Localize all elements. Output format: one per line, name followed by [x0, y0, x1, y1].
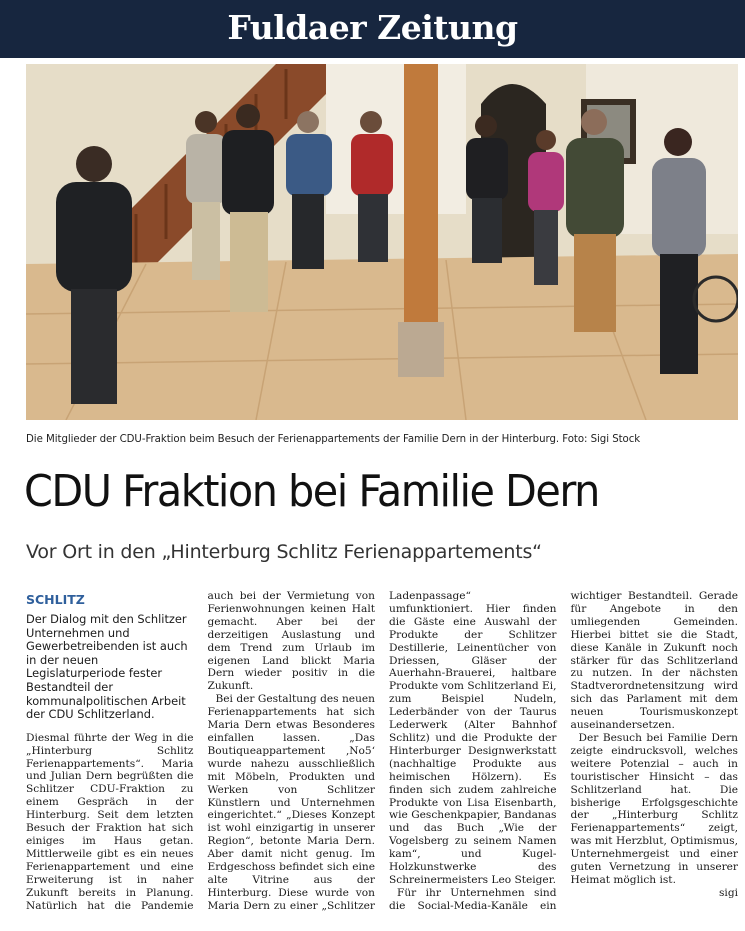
article-lead: Der Dialog mit den Schlitzer Unternehmen und Gewerbetreibenden ist auch in der neuen Legislaturperiode fester Bestandteil der kommunalpolitischen Arbeit der CDU Schlitzerland.	[26, 612, 188, 722]
photo-credit: Foto: Sigi Stock	[562, 434, 641, 445]
author-signature: sigi	[719, 886, 738, 899]
photo-illustration	[26, 64, 738, 420]
article-paragraph: Bei der Gestaltung des neuen Ferienappartements hat sich Maria Dern etwas Besonderes einfallen lassen. „Das Boutiqueappartement ‚No5‘ wurde nahezu ausschließlich mit Möbeln, Produkten und Werken von Schlitzer Künstlern und Unternehmen eingerichtet.“ „Dieses Konzept ist wohl einzigartig in unserer Region“, betonte Maria Dern. Aber damit nicht genug. Im Erdgeschoss befindet sich eine alte Vitrine aus der Hinterburg. Diese wurde von Maria Dern zu einer „Schlitzer Ladenpassage“ umfunktioniert. Hier finden die Gäste eine Auswahl der Produkte der Schlitzer Destillerie, Leinentücher von Driessen, Gläser der Auerhahn-Brauerei, haltbare Produkte vom Schlitzerland Ei, zum Beispiel Nudeln, Lederbänder von der Taurus Lederwerk (Alter Bahnhof Schlitz) und die Produkte der Hinterburger Designwerkstatt (nachhaltige Produkte aus heimischen Hölzern). Es finden sich zudem zahlreiche Produkte von Lisa Eisenbarth, wie Geschenkpapier, Bandanas und das Buch „Wie der Vogelsberg zu seinem Namen kam“, und Kugel-Holzkunstwerke des Schreinermeisters Leo Steiger.	[207, 590, 557, 912]
photo-caption	[26, 434, 738, 445]
article-paragraph: Für ihr Unternehmen sind die Social-Media-Kanäle ein wichtiger Bestandteil. Gerade für Angebote in den umliegenden Gemeinden. Hierbei bittet sie die Stadt, diese Kanäle in Zukunft noch stärker für das Schlitzerland zu nutzen. In der nächsten Stadtverordnetensitzung wird sich das Parlament mit dem neuen Tourismuskonzept auseinandersetzen.	[389, 590, 738, 912]
article-paragraph: Der Besuch bei Familie Dern zeigte eindrucksvoll, welches weitere Potenzial – auch in touristischer Hinsicht – das Schlitzerland hat. Die bisherige Erfolgsgeschichte der „Hinterburg Schlitz Ferienappartements“ zeigt, was mit Herzblut, Optimismus, Unternehmergeist und einer guten Vernetzung in unserer Heimat möglich ist.	[570, 731, 738, 886]
article-body	[26, 590, 738, 920]
masthead	[0, 0, 745, 58]
article-headline: CDU Fraktion bei Familie Dern	[24, 466, 599, 517]
article-photo	[26, 64, 738, 420]
dateline: SCHLITZ	[26, 592, 85, 607]
article-paragraph: Diesmal führte der Weg in die „Hinterburg Schlitz Ferienappartements“. Maria und Julian Dern begrüßten die Schlitzer CDU-Fraktion zu einem Gespräch in der Hinterburg. Seit dem letzten Besuch der Fraktion hat sich einiges im Haus getan. Mittlerweile gibt es ein neues Ferienappartement und eine Erweiterung ist in naher Zukunft bereits in Planung. Natürlich hat die Pandemie auch bei der Vermietung von Ferienwohnungen keinen Halt gemacht. Aber bei der derzeitigen Auslastung und dem Trend zum Urlaub im eigenen Land blickt Maria Dern wieder positiv in die Zukunft.	[26, 590, 375, 912]
newspaper-title: Fuldaer Zeitung	[227, 8, 518, 47]
article-subheadline: Vor Ort in den „Hinterburg Schlitz Ferienappartements“	[26, 541, 542, 563]
caption-text: Die Mitglieder der CDU-Fraktion beim Besuch der Ferienappartements der Familie Dern in der Hinterburg.	[26, 434, 560, 445]
